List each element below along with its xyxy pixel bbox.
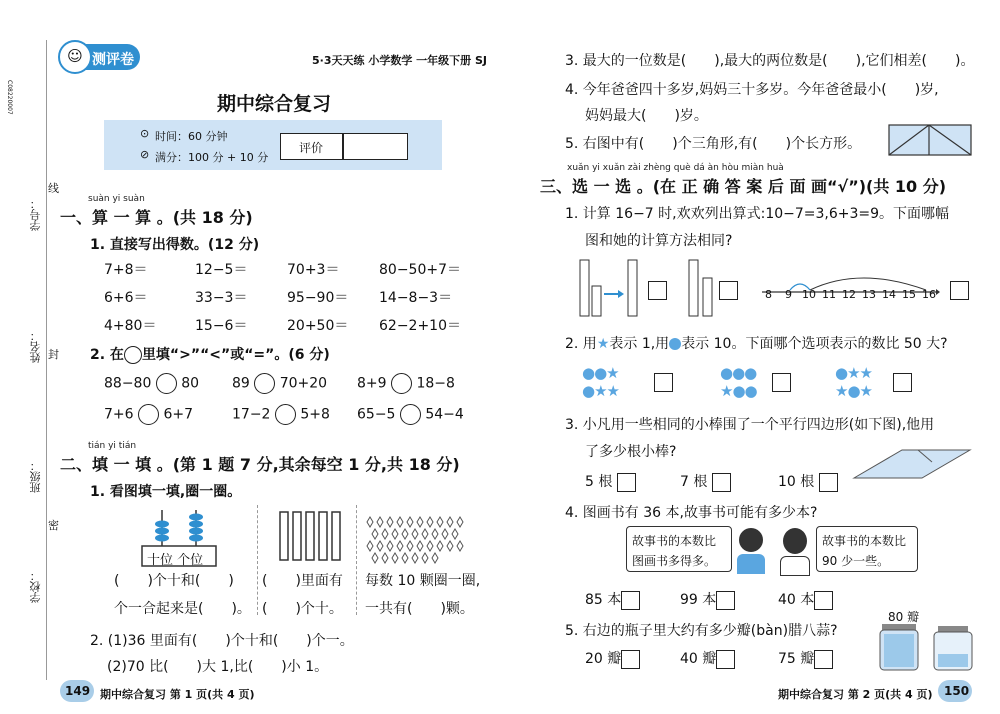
compare-right: 18−8: [416, 375, 455, 392]
side-mark-xian: 线: [48, 182, 59, 195]
r3-opt-b: [680, 471, 731, 492]
number-line-tick-label: 16: [922, 288, 936, 301]
answer-box[interactable]: [772, 373, 791, 392]
evaluation-label: 评价: [299, 141, 324, 155]
side-label-xuehao: 学号：: [29, 198, 42, 231]
answer-box[interactable]: [648, 281, 667, 300]
option-c-icons: ●★★ ★●★: [835, 364, 872, 400]
compare-item: [104, 373, 199, 394]
compare-left: 89: [232, 375, 250, 392]
side-label-banji: 班级：: [29, 460, 42, 493]
r-q4-line1: 4. 今年爸爸四十多岁,妈妈三十多岁。今年爸爸最小( )岁,: [565, 82, 939, 98]
option-label: 10 根: [778, 474, 815, 490]
q22-line-1: 2. (1)36 里面有( )个十和( )个一。: [90, 633, 354, 649]
calc-item: 62−2+10＝: [379, 318, 461, 334]
compare-right: 6+7: [163, 406, 193, 423]
compare-left: 88−80: [104, 375, 152, 392]
r-q4-line2: 妈妈最大( )岁。: [585, 108, 708, 124]
answer-box[interactable]: [654, 373, 673, 392]
answer-box[interactable]: [950, 281, 969, 300]
answer-box[interactable]: [814, 591, 833, 610]
fill-3a: 每数 10 颗圈一圈,: [365, 573, 481, 589]
page-number-left: 149: [65, 684, 91, 698]
star-icon: ★: [596, 336, 610, 352]
option-label: 85 本: [585, 592, 622, 608]
compare-right: 5+8: [300, 406, 330, 423]
compare-left: 17−2: [232, 406, 271, 423]
tens-rods-option-b: [687, 256, 717, 320]
compare-item: [232, 373, 327, 394]
r3-line2: 了多少根小棒?: [585, 444, 677, 460]
number-line-tick-label: 13: [862, 288, 876, 301]
calc-item: 70+3＝: [287, 262, 340, 278]
book-header: 5·3天天练 小学数学 一年级下册 SJ: [312, 54, 487, 67]
q2-title: [90, 344, 330, 364]
option-b-icons: ●●● ★●●: [720, 364, 757, 400]
check-icon: ⊘: [140, 148, 150, 161]
r2-c: 表示 10。下面哪个选项表示的数比 50 大?: [681, 336, 948, 352]
number-line-tick-label: 11: [822, 288, 836, 301]
s1-pinyin: suàn yi suàn: [88, 194, 145, 204]
compare-item: [232, 404, 330, 425]
badge-mascot-icon: ☺: [58, 40, 92, 74]
calc-item: 80−50+7＝: [379, 262, 461, 278]
answer-box[interactable]: [621, 591, 640, 610]
r2-a: 2. 用: [565, 336, 597, 352]
garlic-jars-figure: [876, 624, 976, 672]
r4-opt-b: [680, 589, 735, 610]
r4-opt-c: [778, 589, 833, 610]
fill-2a: ( )里面有: [262, 573, 343, 589]
clock-icon: ⊙: [140, 127, 150, 140]
page-title: 期中综合复习: [217, 93, 332, 115]
girl-figure-icon: [778, 528, 812, 574]
s3-pinyin: xuǎn yi xuǎn zài zhèng què dá àn hòu miàn huà: [567, 163, 784, 173]
fill-1a: ( )个十和( ): [114, 573, 234, 589]
option-a-icons: ●●★ ●★★: [582, 364, 619, 400]
answer-circle[interactable]: [391, 373, 412, 394]
number-line-tick-label: 8: [765, 288, 772, 301]
calc-item: 33−3＝: [195, 290, 248, 306]
section-1-title: 一、算 一 算 。(共 18 分): [60, 208, 253, 227]
answer-box[interactable]: [814, 650, 833, 669]
number-line-tick-label: 14: [882, 288, 896, 301]
bubble-boy-line2: 图画书多得多。: [632, 554, 717, 568]
calc-item: 14−8−3＝: [379, 290, 453, 306]
footer-right: 期中综合复习 第 2 页(共 4 页): [778, 688, 933, 701]
compare-right: 80: [181, 375, 200, 392]
answer-circle[interactable]: [254, 373, 275, 394]
option-label: 99 本: [680, 592, 717, 608]
number-line-tick-label: 15: [902, 288, 916, 301]
calc-item: 7+8＝: [104, 262, 148, 278]
q22-line-2: (2)70 比( )大 1,比( )小 1。: [107, 659, 329, 675]
r3-line1: 3. 小凡用一些相同的小棒围了一个平行四边形(如下图),他用: [565, 417, 935, 433]
r5-opt-b: [680, 648, 735, 669]
footer-left: 期中综合复习 第 1 页(共 4 页): [100, 688, 255, 701]
compare-item: [357, 404, 464, 425]
bubble-boy-line1: 故事书的本数比: [632, 534, 717, 548]
r2-b: 表示 1,用: [609, 336, 670, 352]
answer-circle[interactable]: [156, 373, 177, 394]
answer-box[interactable]: [716, 591, 735, 610]
r4-opt-a: [585, 589, 640, 610]
bubble-girl-line2: 90 少一些。: [822, 554, 890, 568]
calc-item: 4+80＝: [104, 318, 157, 334]
fill-3b: 一共有( )颗。: [365, 601, 474, 617]
compare-left: 8+9: [357, 375, 387, 392]
answer-box[interactable]: [617, 473, 636, 492]
s2-pinyin: tián yi tián: [88, 441, 137, 451]
number-line-tick-label: 10: [802, 288, 816, 301]
answer-box[interactable]: [716, 650, 735, 669]
evaluation-divider: [342, 133, 344, 160]
q2-title-a: 2. 在: [90, 347, 124, 363]
calc-item: 20+50＝: [287, 318, 349, 334]
answer-box[interactable]: [819, 473, 838, 492]
number-line-tick-label: 9: [785, 288, 792, 301]
triangle-rect-figure: [888, 124, 972, 156]
calc-item: 95−90＝: [287, 290, 349, 306]
compare-item: [357, 373, 455, 394]
dot-icon: [669, 338, 681, 350]
exam-time: 时间：60 分钟: [155, 130, 228, 143]
compare-left: 7+6: [104, 406, 134, 423]
compare-left: 65−5: [357, 406, 396, 423]
section-2-title: 二、填 一 填 。(第 1 题 7 分,其余每空 1 分,共 18 分): [60, 455, 460, 474]
side-label-xuexiao: 学校：: [29, 570, 42, 603]
option-label: 40 本: [778, 592, 815, 608]
compare-item: [104, 404, 193, 425]
number-line-tick-label: 12: [842, 288, 856, 301]
divider: [257, 505, 258, 615]
jar-label: 80 瓣: [888, 610, 920, 624]
parallelogram-figure: [852, 442, 972, 482]
answer-box[interactable]: [893, 373, 912, 392]
calc-item: 15−6＝: [195, 318, 248, 334]
r-q3: 3. 最大的一位数是( ),最大的两位数是( ),它们相差( )。: [565, 53, 975, 69]
sticks-bundle-figure: [278, 510, 346, 562]
calc-item: 12−5＝: [195, 262, 248, 278]
side-mark-mi: 密: [48, 519, 59, 532]
answer-circle[interactable]: [275, 404, 296, 425]
r5-title: 5. 右边的瓶子里大约有多少瓣(bàn)腊八蒜?: [565, 623, 838, 639]
fill-2b: ( )个十。: [262, 601, 343, 617]
answer-circle[interactable]: [138, 404, 159, 425]
side-label-xingming: 姓名：: [29, 330, 42, 363]
option-label: 5 根: [585, 474, 613, 490]
boy-figure-icon: [734, 528, 768, 574]
calc-item: 6+6＝: [104, 290, 148, 306]
answer-box[interactable]: [719, 281, 738, 300]
fill-1b: 个一合起来是( )。: [114, 601, 251, 617]
q21-title: 1. 看图填一填,圈一圈。: [90, 484, 242, 500]
r1-line2: 图和她的计算方法相同?: [585, 233, 733, 249]
section-3-title: 三、选 一 选 。(在 正 确 答 案 后 面 画“√”)(共 10 分): [540, 177, 947, 196]
bubble-girl-line1: 故事书的本数比: [822, 534, 907, 548]
number-line-ticks: [760, 288, 940, 308]
option-label: 40 瓣: [680, 651, 717, 667]
r5-opt-c: [778, 648, 833, 669]
q1-title: 1. 直接写出得数。(12 分): [90, 237, 260, 253]
answer-circle[interactable]: [400, 404, 421, 425]
r4-title: 4. 图画书有 36 本,故事书可能有多少本?: [565, 505, 818, 521]
side-code: C08220007: [6, 80, 13, 115]
answer-box[interactable]: [621, 650, 640, 669]
divider: [356, 505, 357, 615]
page-number-right: 150: [944, 684, 970, 698]
compare-right: 70+20: [279, 375, 328, 392]
r3-opt-a: [585, 471, 636, 492]
r-q5: 5. 右图中有( )个三角形,有( )个长方形。: [565, 136, 862, 152]
tens-rods-option-a: [578, 256, 642, 320]
option-label: 7 根: [680, 474, 708, 490]
r1-line1: 1. 计算 16−7 时,欢欢列出算式:10−7=3,6+3=9。下面哪幅: [565, 206, 950, 222]
r3-opt-c: [778, 471, 838, 492]
side-mark-feng: 封: [48, 348, 59, 361]
badge-label: 测评卷: [92, 52, 134, 68]
option-label: 75 瓣: [778, 651, 815, 667]
r2-title: [565, 333, 948, 353]
compare-right: 54−4: [425, 406, 464, 423]
answer-box[interactable]: [712, 473, 731, 492]
q2-title-b: 里填“>”“<”或“=”。(6 分): [141, 347, 330, 363]
answer-circle: [124, 346, 142, 364]
exam-score: 满分：100 分 + 10 分: [155, 151, 269, 164]
diamonds-figure: [364, 516, 468, 564]
left-margin-line: [46, 40, 47, 680]
option-label: 20 瓣: [585, 651, 622, 667]
r5-opt-a: [585, 648, 640, 669]
abacus-label: 十位 个位: [147, 553, 204, 568]
